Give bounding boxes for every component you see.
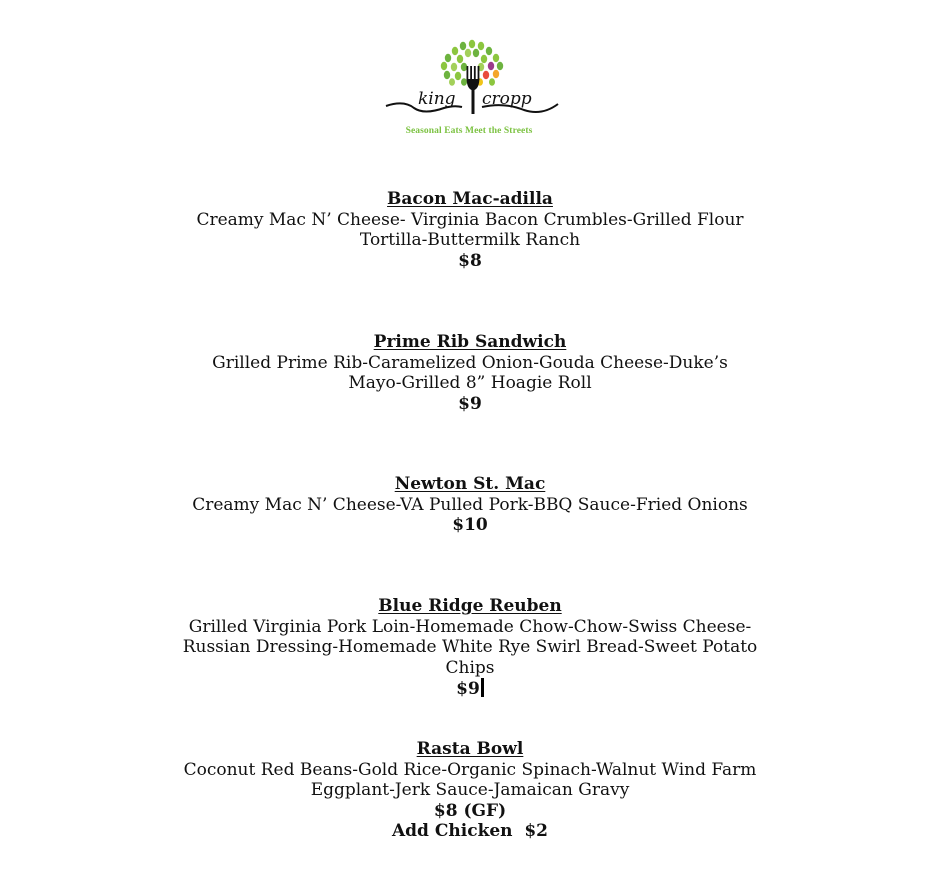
item-description-line: Creamy Mac N’ Cheese-VA Pulled Pork-BBQ Sauce-Fried Onions [192, 494, 748, 515]
item-description-line: Mayo-Grilled 8” Hoagie Roll [348, 373, 592, 393]
item-description-line: Creamy Mac N’ Cheese- Virginia Bacon Crumbles-Grilled Flour [196, 209, 744, 230]
menu-item-newton-st-mac [150, 474, 790, 536]
fork-icon [467, 66, 480, 114]
logo-tagline: Seasonal Eats Meet the Streets [405, 126, 533, 136]
wordmark-left: king [418, 89, 456, 109]
item-name: Rasta Bowl [416, 739, 524, 759]
item-name: Blue Ridge Reuben [378, 596, 562, 616]
wordmark-right: cropp [482, 89, 532, 109]
item-description-line: Grilled Virginia Pork Loin-Homemade Chow-Chow-Swiss Cheese- [188, 616, 752, 637]
item-name: Prime Rib Sandwich [373, 332, 567, 352]
item-price: $8 [458, 250, 482, 271]
item-name: Bacon Mac-adilla [387, 189, 553, 209]
menu-item-prime-rib-sandwich [150, 332, 790, 414]
item-price-value: $9 [456, 679, 480, 699]
item-addon: Add Chicken $2 [391, 821, 549, 841]
item-description-line: Russian Dressing-Homemade White Rye Swirl Bread-Sweet Potato [182, 637, 758, 657]
item-description-line: Grilled Prime Rib-Caramelized Onion-Gouda Cheese-Duke’s [212, 352, 728, 373]
item-description-line: Chips [445, 657, 495, 678]
item-description-line: Coconut Red Beans-Gold Rice-Organic Spinach-Walnut Wind Farm [183, 759, 757, 780]
item-description-line: Tortilla-Buttermilk Ranch [359, 230, 581, 250]
item-price: $8 (GF) [433, 800, 507, 821]
text-cursor [481, 678, 484, 697]
menu-item-bacon-mac-adilla [150, 189, 790, 271]
item-description-line: Eggplant-Jerk Sauce-Jamaican Gravy [310, 780, 630, 800]
item-price [150, 678, 790, 700]
menu-item-blue-ridge-reuben [150, 596, 790, 700]
item-price: $9 [458, 393, 482, 414]
item-price: $10 [452, 515, 488, 535]
item-name: Newton St. Mac [394, 474, 546, 494]
menu-item-rasta-bowl [150, 739, 790, 842]
